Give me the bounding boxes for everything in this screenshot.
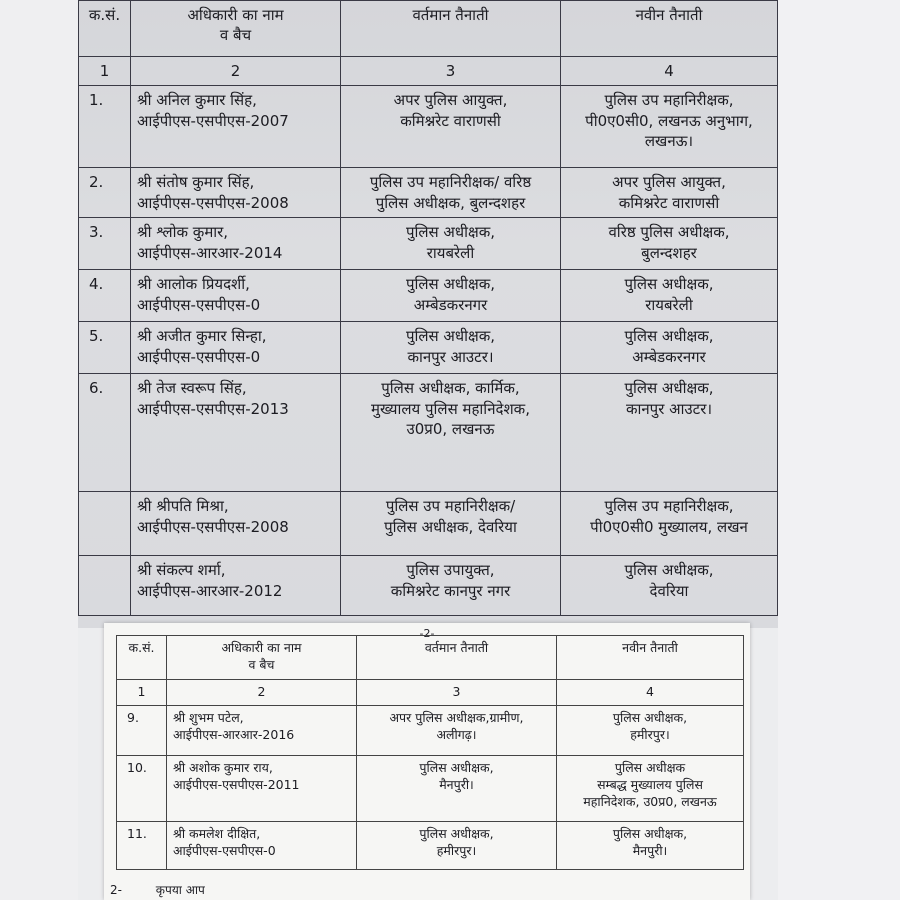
posting-line: उ0प्र0, लखनऊ: [406, 419, 495, 438]
posting-line: पुलिस अधीक्षक,: [624, 379, 714, 398]
officer-cell: [131, 492, 341, 556]
new-posting-cell: [561, 270, 778, 322]
current-posting-cell: [341, 270, 561, 322]
table-body: [117, 705, 744, 869]
posting-line: अम्बेडकरनगर: [413, 295, 488, 314]
posting-table-page-1: [78, 0, 778, 616]
posting-line: कमिश्नरेट वाराणसी: [400, 111, 501, 130]
table-row: [117, 755, 744, 821]
current-posting-cell: [341, 322, 561, 374]
table-body: [79, 86, 778, 616]
officer-cell: [131, 218, 341, 270]
index-cell: 2: [131, 57, 341, 86]
posting-line: महानिदेशक, उ0प्र0, लखनऊ: [583, 793, 717, 809]
right-background: [778, 0, 900, 900]
current-posting-cell: [341, 374, 561, 492]
serial-number-cell: 11.: [117, 821, 167, 869]
posting-line: पुलिस उप महानिरीक्षक,: [604, 91, 734, 110]
posting-line: अम्बेडकरनगर: [632, 347, 706, 366]
footer-number: 2-: [110, 883, 122, 897]
officer-cell: [131, 168, 341, 218]
posting-line: पुलिस अधीक्षक, देवरिया: [384, 517, 517, 536]
current-posting-cell: [341, 168, 561, 218]
posting-line: पुलिस उप महानिरीक्षक/ वरिष्ठ: [369, 173, 532, 192]
posting-line: कमिश्नरेट वाराणसी: [618, 193, 720, 212]
posting-line: पुलिस उप महानिरीक्षक/: [385, 497, 516, 516]
index-cell: 4: [561, 57, 778, 86]
posting-line: सम्बद्ध मुख्यालय पुलिस: [597, 776, 703, 792]
officer-batch: आईपीएस-एसपीएस-0: [173, 842, 276, 858]
table-row: [117, 705, 744, 755]
serial-number-cell: 10.: [117, 755, 167, 821]
new-posting-cell: [561, 168, 778, 218]
posting-line: कानपुर आउटर।: [625, 399, 713, 418]
officer-batch: आईपीएस-एसपीएस-2008: [137, 517, 289, 536]
officer-batch: आईपीएस-एसपीएस-2011: [173, 776, 300, 792]
current-posting-cell: [341, 492, 561, 556]
new-posting-cell: [557, 821, 744, 869]
new-posting-cell: [557, 705, 744, 755]
posting-line: देवरिया: [649, 581, 689, 600]
posting-line: रायबरेली: [645, 295, 693, 314]
officer-cell: [131, 270, 341, 322]
serial-number-cell: 2.: [79, 168, 131, 218]
posting-line: अपर पुलिस आयुक्त,: [393, 91, 508, 110]
posting-line: कानपुर आउटर।: [407, 347, 494, 366]
officer-cell: [131, 556, 341, 616]
posting-line: मैनपुरी।: [439, 776, 474, 792]
posting-line: पुलिस अधीक्षक,: [405, 275, 496, 294]
posting-line: पी0ए0सी0, लखनऊ अनुभाग,: [585, 111, 753, 130]
table-row: [79, 492, 778, 556]
officer-name: श्री कमलेश दीक्षित,: [173, 825, 261, 841]
footer-line: कृपया आप: [155, 883, 205, 897]
posting-line: अपर पुलिस आयुक्त,: [612, 173, 726, 192]
index-row: [79, 57, 778, 86]
officer-cell: [167, 705, 357, 755]
officer-batch: आईपीएस-आरआर-2016: [173, 726, 295, 742]
current-posting-cell: [357, 705, 557, 755]
officer-batch: आईपीएस-एसपीएस-2013: [137, 399, 289, 418]
new-posting-cell: [561, 218, 778, 270]
officer-cell: [131, 86, 341, 168]
posting-line: पुलिस अधीक्षक,: [612, 709, 688, 725]
serial-number-cell: 9.: [117, 705, 167, 755]
index-cell: 1: [117, 680, 167, 706]
posting-line: वरिष्ठ पुलिस अधीक्षक,: [608, 223, 730, 242]
officer-name: श्री अजीत कुमार सिन्हा,: [137, 327, 267, 346]
posting-line: मैनपुरी।: [632, 842, 668, 858]
posting-line: पुलिस उपायुक्त,: [406, 561, 495, 580]
posting-line: पी0ए0सी0 मुख्यालय, लखन: [590, 517, 748, 536]
new-posting-cell: [561, 86, 778, 168]
header-row: [79, 1, 778, 57]
new-posting-cell: [561, 492, 778, 556]
serial-number-cell: 1.: [79, 86, 131, 168]
serial-number-cell: 4.: [79, 270, 131, 322]
page-number: -2-: [419, 627, 435, 640]
current-posting-cell: [341, 218, 561, 270]
posting-line: पुलिस अधीक्षक,: [624, 327, 714, 346]
table-row: [79, 218, 778, 270]
officer-name: श्री संकल्प शर्मा,: [137, 561, 226, 580]
serial-number-cell: 6.: [79, 374, 131, 492]
header-current-posting: वर्तमान तैनाती: [357, 636, 557, 680]
officer-cell: [131, 374, 341, 492]
posting-line: हमीरपुर।: [436, 842, 477, 858]
serial-number-cell: 5.: [79, 322, 131, 374]
posting-line: कमिश्नरेट कानपुर नगर: [390, 581, 511, 600]
current-posting-cell: [341, 556, 561, 616]
left-background: [0, 0, 78, 900]
new-posting-cell: [561, 322, 778, 374]
table-row: [79, 374, 778, 492]
index-row: [117, 680, 744, 706]
officer-name: श्री शुभम पटेल,: [173, 709, 244, 725]
posting-table-page-2: [116, 635, 744, 870]
table-row: [79, 86, 778, 168]
table-row: [79, 322, 778, 374]
document-page-1: [78, 0, 778, 628]
new-posting-cell: [557, 755, 744, 821]
index-cell: 2: [167, 680, 357, 706]
new-posting-cell: [561, 374, 778, 492]
posting-line: लखनऊ।: [644, 131, 694, 150]
posting-line: पुलिस उप महानिरीक्षक,: [604, 497, 734, 516]
posting-line: पुलिस अधीक्षक, कार्मिक,: [381, 379, 520, 398]
table-row: [79, 556, 778, 616]
header-current-posting: वर्तमान तैनाती: [341, 1, 561, 57]
index-cell: 4: [557, 680, 744, 706]
officer-batch: आईपीएस-एसपीएस-0: [137, 347, 261, 366]
table-row: [79, 270, 778, 322]
officer-name: श्री आलोक प्रियदर्शी,: [137, 275, 250, 294]
serial-number-cell: [79, 556, 131, 616]
header-officer: अधिकारी का नाम व बैच: [131, 1, 341, 57]
posting-line: अलीगढ़।: [436, 726, 477, 742]
header-row: [117, 636, 744, 680]
posting-line: मुख्यालय पुलिस महानिदेशक,: [371, 399, 530, 418]
table-row: [117, 821, 744, 869]
header-serial: क.सं.: [117, 636, 167, 680]
serial-number-cell: 3.: [79, 218, 131, 270]
officer-name: श्री अनिल कुमार सिंह,: [137, 91, 257, 110]
officer-name: श्री श्लोक कुमार,: [137, 223, 229, 242]
posting-line: हमीरपुर।: [630, 726, 670, 742]
posting-line: पुलिस अधीक्षक,: [419, 759, 494, 775]
posting-line: रायबरेली: [426, 243, 475, 262]
officer-batch: आईपीएस-एसपीएस-2007: [137, 111, 289, 130]
index-cell: 1: [79, 57, 131, 86]
current-posting-cell: [357, 755, 557, 821]
posting-line: बुलन्दशहर: [641, 243, 697, 262]
officer-cell: [167, 821, 357, 869]
index-cell: 3: [357, 680, 557, 706]
posting-line: पुलिस अधीक्षक,: [624, 561, 714, 580]
new-posting-cell: [561, 556, 778, 616]
header-officer: अधिकारी का नाम व बैच: [167, 636, 357, 680]
index-cell: 3: [341, 57, 561, 86]
current-posting-cell: [341, 86, 561, 168]
footer-text: [110, 881, 235, 898]
serial-number-cell: [79, 492, 131, 556]
officer-cell: [131, 322, 341, 374]
officer-batch: आईपीएस-एसपीएस-2008: [137, 193, 289, 212]
officer-batch: आईपीएस-आरआर-2012: [137, 581, 283, 600]
posting-line: पुलिस अधीक्षक,: [624, 275, 714, 294]
officer-name: श्री श्रीपति मिश्रा,: [137, 497, 229, 516]
current-posting-cell: [357, 821, 557, 869]
header-serial: क.सं.: [79, 1, 131, 57]
officer-name: श्री अशोक कुमार राय,: [173, 759, 273, 775]
header-new-posting: नवीन तैनाती: [557, 636, 744, 680]
header-new-posting: नवीन तैनाती: [561, 1, 778, 57]
posting-line: पुलिस अधीक्षक: [614, 759, 686, 775]
document-page-2: [104, 623, 750, 900]
posting-line: पुलिस अधीक्षक, बुलन्दशहर: [375, 193, 526, 212]
officer-cell: [167, 755, 357, 821]
officer-batch: आईपीएस-एसपीएस-0: [137, 295, 261, 314]
officer-name: श्री तेज स्वरूप सिंह,: [137, 379, 247, 398]
posting-line: अपर पुलिस अधीक्षक,ग्रामीण,: [389, 709, 524, 725]
posting-line: पुलिस अधीक्षक,: [405, 327, 496, 346]
posting-line: पुलिस अधीक्षक,: [612, 825, 688, 841]
table-row: [79, 168, 778, 218]
officer-name: श्री संतोष कुमार सिंह,: [137, 173, 255, 192]
posting-line: पुलिस अधीक्षक,: [405, 223, 496, 242]
posting-line: पुलिस अधीक्षक,: [419, 825, 494, 841]
officer-batch: आईपीएस-आरआर-2014: [137, 243, 283, 262]
